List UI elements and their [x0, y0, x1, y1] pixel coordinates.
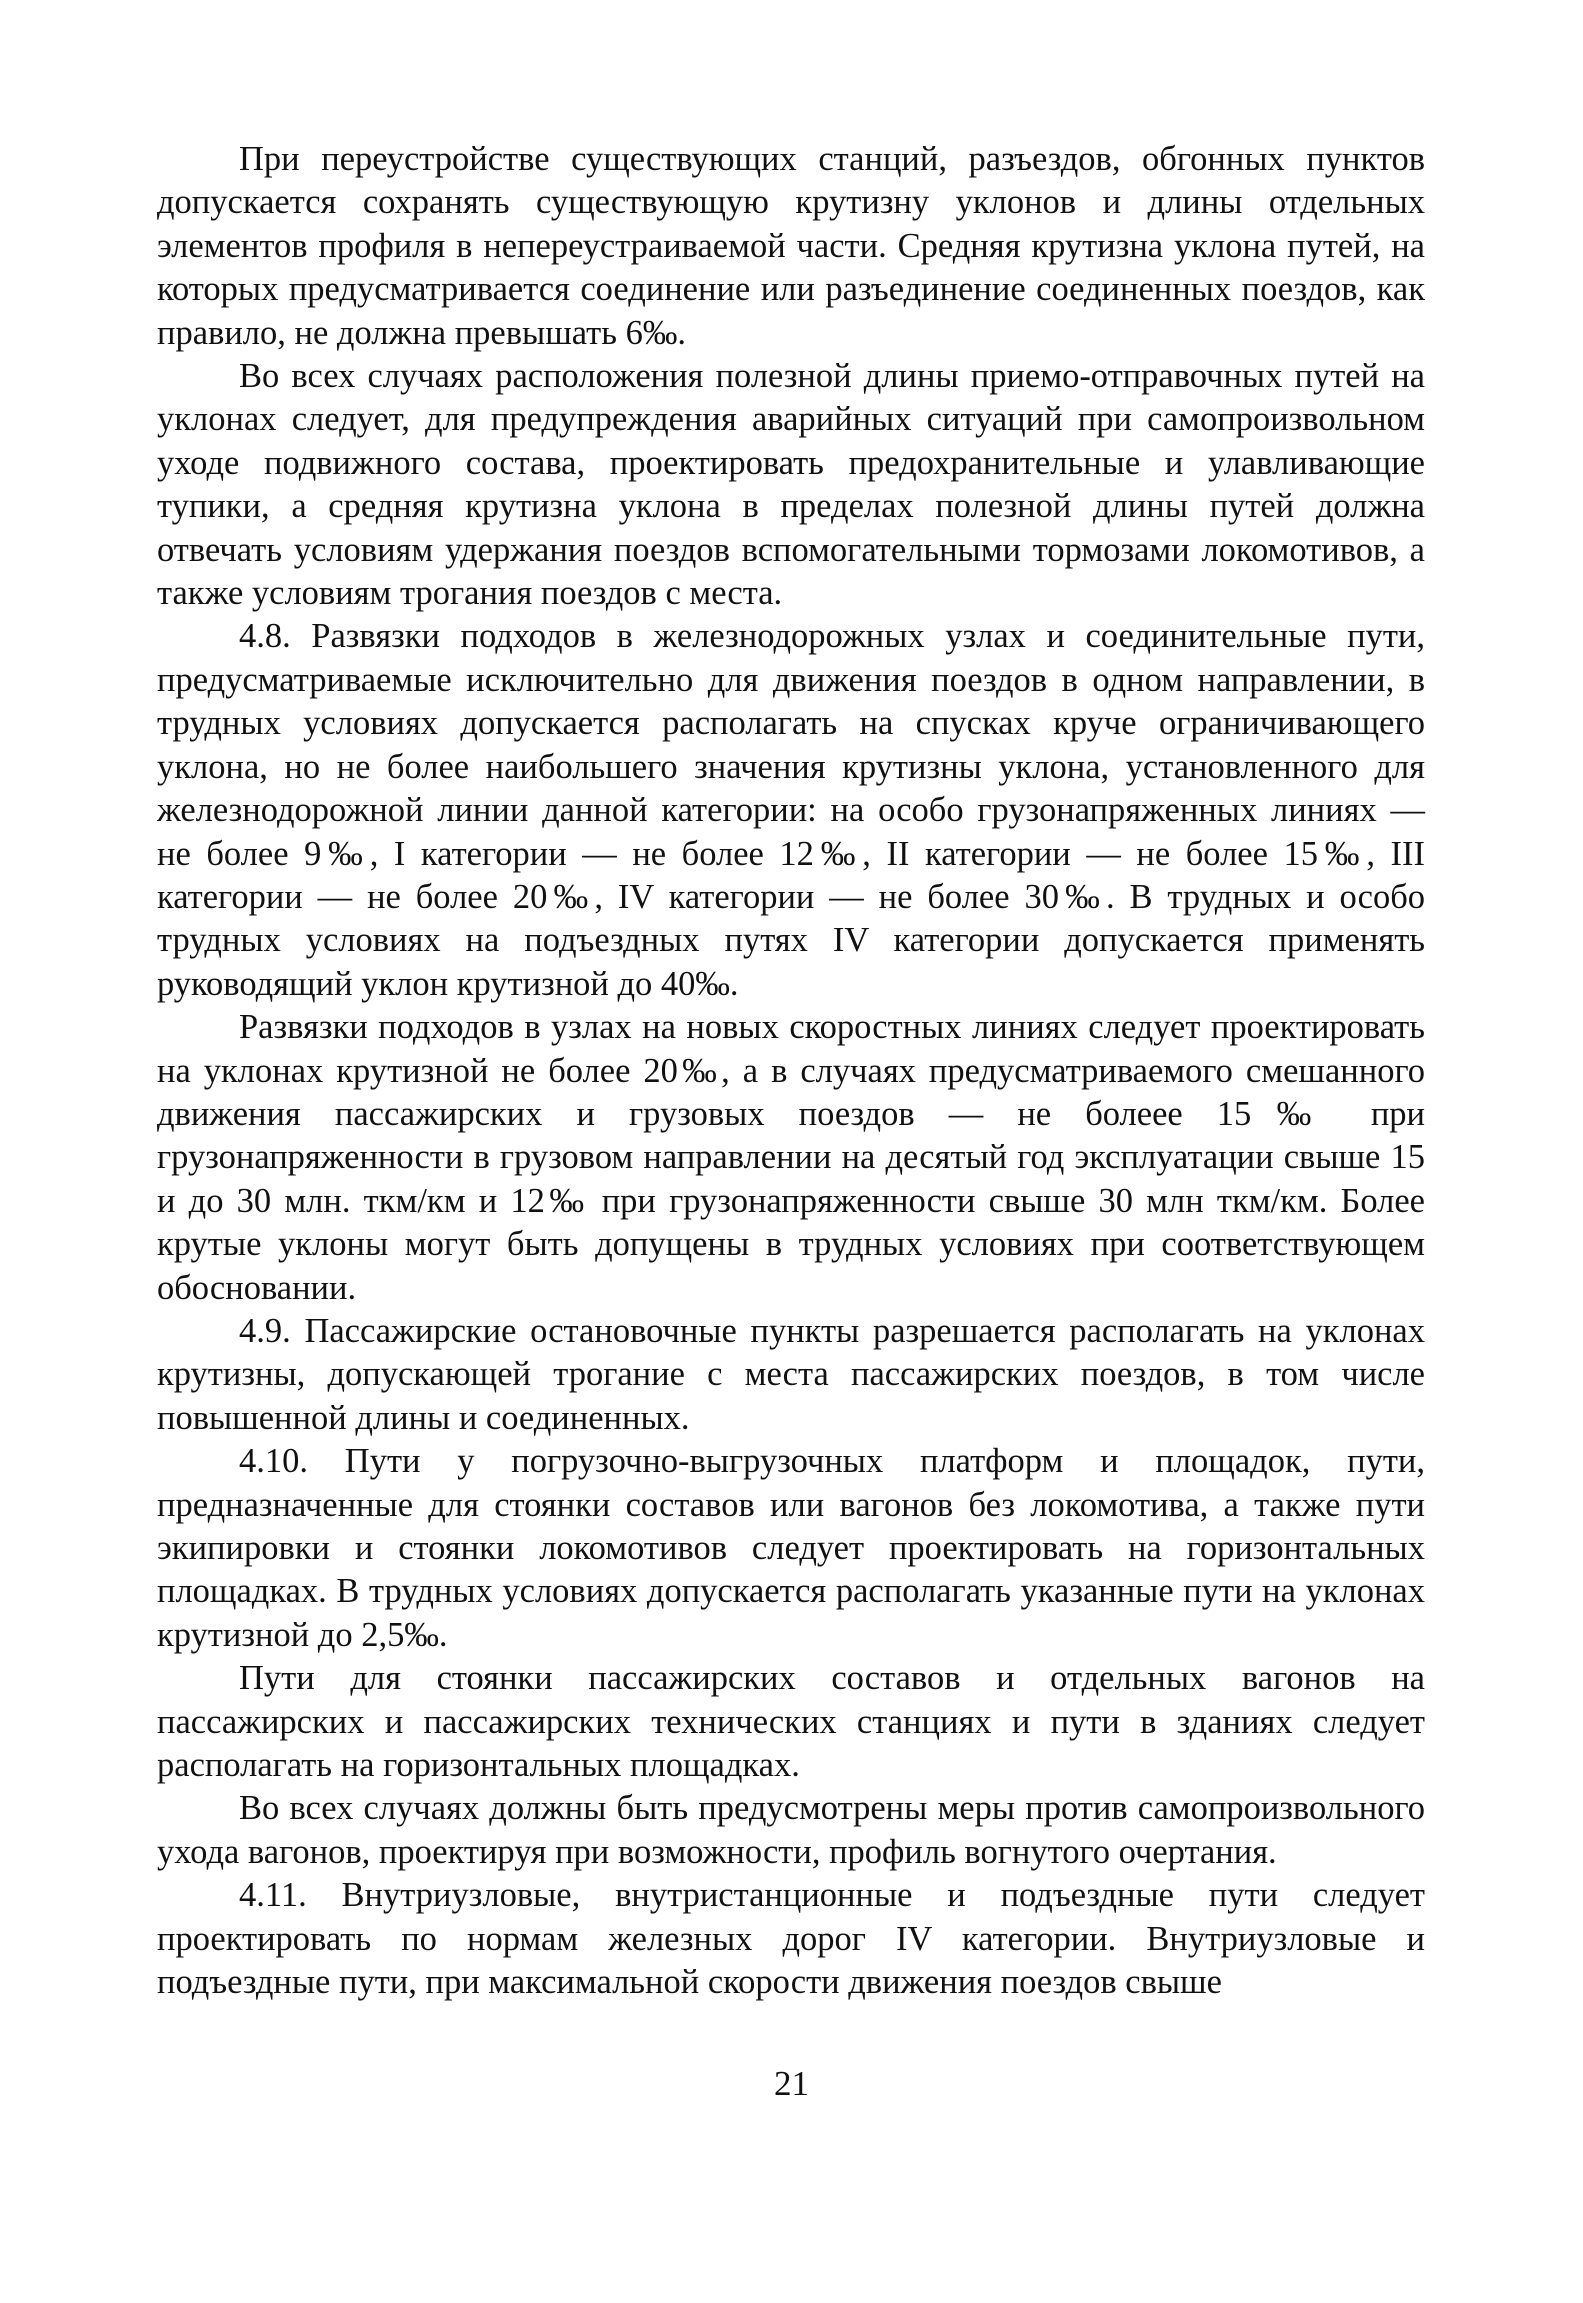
paragraph-passenger-stabling: Пути для стоянки пассажирских составов и отдельных вагонов на пассажирских и пассажирских технических станциях и пути в зданиях следует располагать на горизонтальных площадках. [157, 1659, 1425, 1785]
paragraph-station-reconstruction: При переустройстве существующих станций, разъездов, обгонных пунктов допускается сохранять существующую крутизну уклонов и длины отдельных элементов профиля в непереустраиваемой части. Средняя крутизна уклона путей, на которых предусматривается соединение или разъединение соединенных поездов, как правило, не должна превышать 6‰. [157, 140, 1425, 352]
paragraph-4-11: 4.11. Внутриузловые, внутристанционные и подъездные пути следует проектировать по нормам железных дорог IV категории. Внутриузловые и подъездные пути, при максимальной скорости движения поездов свыше [157, 1876, 1425, 2002]
paragraph-high-speed-junctions: Развязки подходов в узлах на новых скоростных линиях следует проектировать на уклонах крутизной не более 20‰, а в случаях предусматриваемого смешанного движения пассажирских и грузовых поездов — не болеее 15‰ при грузонапряженности в грузовом направлении на десятый год эксплуатации свыше 15 и до 30 млн. ткм/км и 12‰ при грузонапряженности свыше 30 млн ткм/км. Более крутые уклоны могут быть допущены в трудных условиях при соответствующем обосновании. [157, 1008, 1425, 1307]
page-number: 21 [774, 2064, 809, 2103]
paragraph-runaway-prevention: Во всех случаях должны быть предусмотрены меры против самопроизвольного ухода вагонов, проектируя при возможности, профиль вогнутого очертания. [157, 1789, 1425, 1871]
paragraph-4-9: 4.9. Пассажирские остановочные пункты разрешается располагать на уклонах крутизны, допускающей трогание с места пассажирских поездов, в том числе повышенной длины и соединенных. [157, 1311, 1425, 1437]
paragraph-4-10: 4.10. Пути у погрузочно-выгрузочных платформ и площадок, пути, предназначенные для стоянки составов или вагонов без локомотива, а также пути экипировки и стоянки локомотивов следует проектировать на горизонтальных площадках. В трудных условиях допускается располагать указанные пути на уклонах крутизной до 2,5‰. [157, 1442, 1425, 1654]
paragraph-4-8: 4.8. Развязки подходов в железнодорожных узлах и соединительные пути, предусматриваемые исключительно для движения поездов в одном направлении, в трудных условиях допускается располагать на спусках круче ограничивающего уклона, но не более наибольшего значения крутизны уклона, установленного для железнодорожной линии данной категории: на особо грузонапряженных линиях — не более 9‰, I категории — не более 12‰, II категории — не более 15‰, III категории — не более 20‰, IV категории — не более 30‰. В трудных и особо трудных условиях на подъездных путях IV категории допускается применять руководящий уклон крутизной до 40‰. [157, 617, 1425, 1003]
body-text [157, 138, 1425, 2004]
paragraph-safety-dead-ends: Во всех случаях расположения полезной длины приемо-отправочных путей на уклонах следует, для предупреждения аварийных ситуаций при самопроизвольном уходе подвижного состава, проектировать предохранительные и улавливающие тупики, а средняя крутизна уклона в пределах полезной длины путей должна отвечать условиям удержания поездов вспомогательными тормозами локомотивов, а также условиям трогания поездов с места. [157, 357, 1425, 613]
